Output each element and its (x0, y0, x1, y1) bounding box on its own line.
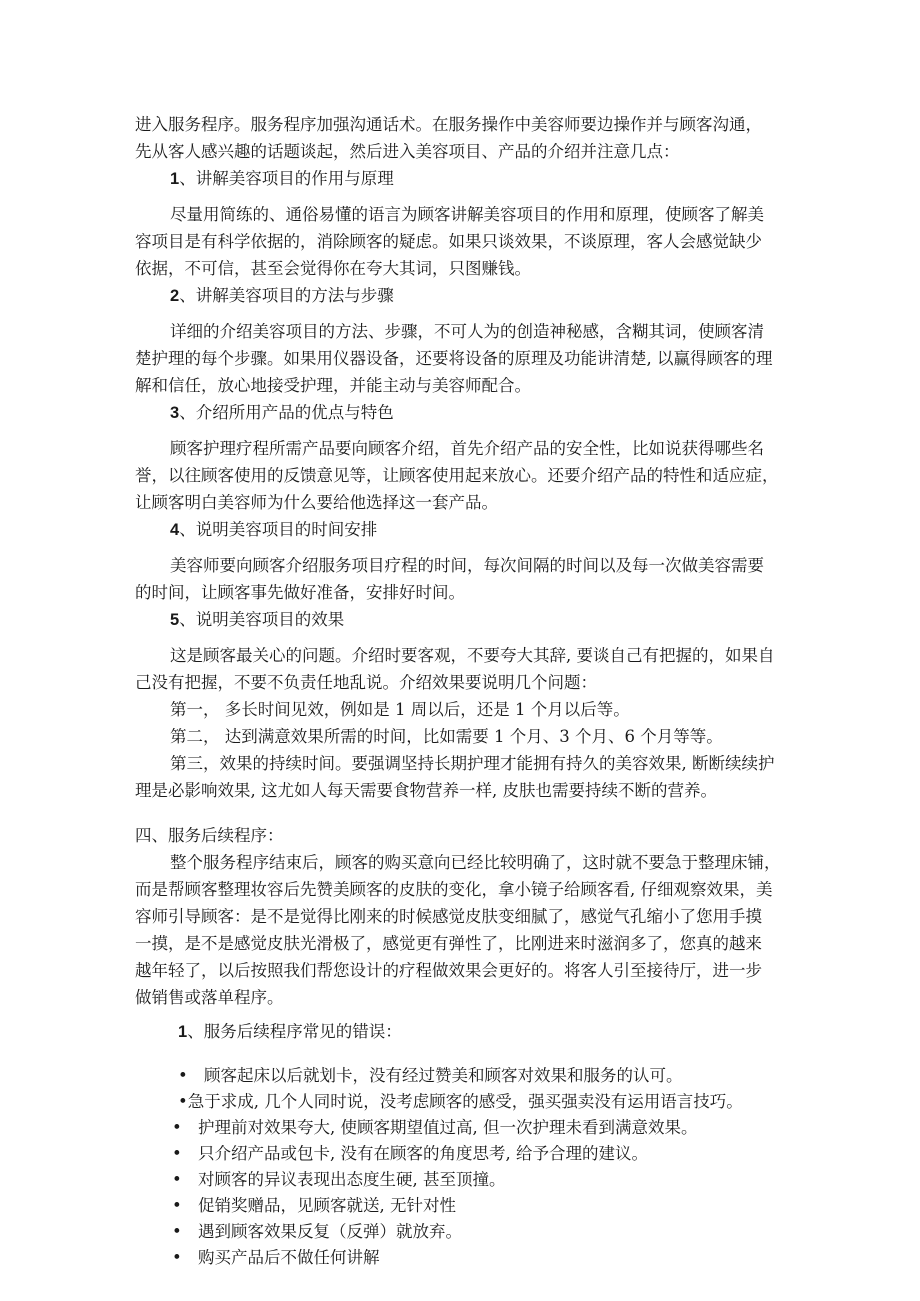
paragraph-line: 顾客护理疗程所需产品要向顾客介绍，首先介绍产品的安全性，比如说获得哪些名 (170, 439, 764, 458)
section-number: 1 (178, 1023, 188, 1041)
list-item-text: 对顾客的异议表现出态度生硬, 甚至顶撞。 (198, 1170, 506, 1189)
paragraph-line: 详细的介绍美容项目的方法、步骤，不可人为的创造神秘感，含糊其词，使顾客清 (170, 322, 764, 341)
part-4-title: 四、服务后续程序： (135, 826, 284, 845)
paragraph-line: 这是顾客最关心的问题。介绍时要客观，不要夸大其辞, 要谈自己有把握的，如果自 (170, 646, 775, 665)
list-item (172, 1117, 697, 1139)
paragraph-line: 理是必影响效果, 这尤如人每天需要食物营养一样, 皮肤也需要持续不断的营养。 (135, 781, 717, 800)
paragraph-line: 整个服务程序结束后，顾客的购买意向已经比较明确了，这时就不要急于整理床铺， (170, 853, 781, 872)
paragraph-line: 解和信任，放心地接受护理，并能主动与美容师配合。 (135, 376, 531, 395)
paragraph-line: 容项目是有科学依据的，消除顾客的疑虑。如果只谈效果，不谈原理，客人会感觉缺少 (135, 232, 762, 251)
list-item-text: 顾客起床以后就划卡，没有经过赞美和顾客对效果和服务的认可。 (204, 1066, 683, 1085)
paragraph-line: 第一， 多长时间见效，例如是 1 周以后，还是 1 个月以后等。 (170, 700, 630, 719)
section-number: 2 (170, 287, 180, 305)
paragraph-line: 容师引导顾客：是不是觉得比刚来的时候感觉皮肤变细腻了，感觉气孔缩小了您用手摸 (135, 907, 762, 926)
bullet-icon: • (172, 1222, 182, 1241)
list-item (172, 1169, 506, 1191)
section-title: 、服务后续程序常见的错误： (187, 1022, 402, 1041)
intro-line-1: 进入服务程序。服务程序加强沟通话术。在服务操作中美容师要边操作并与顾客沟通， (135, 115, 762, 134)
section-title: 、讲解美容项目的作用与原理 (179, 169, 394, 188)
list-item (178, 1065, 683, 1087)
bullet-icon: • (172, 1248, 182, 1267)
list-item-text: 遇到顾客效果反复（反弹）就放弃。 (198, 1222, 462, 1241)
section-title: 、说明美容项目的时间安排 (179, 520, 378, 539)
list-item (172, 1195, 456, 1217)
section-number: 5 (170, 611, 180, 629)
paragraph-line: 第二， 达到满意效果所需的时间，比如需要 1 个月、3 个月、6 个月等等。 (170, 727, 723, 746)
section-3-heading (170, 402, 394, 424)
paragraph-line: 让顾客明白美容师为什么要给他选择这一套产品。 (135, 493, 498, 512)
section-4-heading (170, 519, 377, 541)
section-2-heading (170, 285, 394, 307)
bullet-icon: • (178, 1066, 188, 1085)
list-item-text: 只介绍产品或包卡, 没有在顾客的角度思考, 给予合理的建议。 (198, 1144, 648, 1163)
paragraph-line: 楚护理的每个步骤。如果用仪器设备，还要将设备的原理及功能讲清楚, 以赢得顾客的理 (135, 349, 773, 368)
bullet-icon: • (172, 1144, 182, 1163)
paragraph-line: 尽量用简练的、通俗易懂的语言为顾客讲解美容项目的作用和原理，使顾客了解美 (170, 205, 764, 224)
bullet-icon: • (172, 1118, 182, 1137)
paragraph-line: 依据，不可信，甚至会觉得你在夸大其词，只图赚钱。 (135, 259, 531, 278)
paragraph-line: 的时间，让顾客事先做好准备，安排好时间。 (135, 583, 465, 602)
section-title: 、讲解美容项目的方法与步骤 (179, 286, 394, 305)
section-1-heading (170, 168, 394, 190)
paragraph-line: 誉，以往顾客使用的反馈意见等，让顾客使用起来放心。还要介绍产品的特性和适应症， (135, 466, 779, 485)
bullet-icon: • (178, 1092, 188, 1111)
paragraph-line: 做销售或落单程序。 (135, 988, 284, 1007)
section-number: 1 (170, 170, 180, 188)
list-item-text: 护理前对效果夸大, 使顾客期望值过高, 但一次护理未看到满意效果。 (198, 1118, 698, 1137)
paragraph-line: 一摸，是不是感觉皮肤光滑极了，感觉更有弹性了，比刚进来时滋润多了，您真的越来 (135, 934, 762, 953)
section-title: 、说明美容项目的效果 (179, 610, 345, 629)
bullet-icon: • (172, 1170, 182, 1189)
paragraph-line: 己没有把握，不要不负责任地乱说。介绍效果要说明几个问题： (135, 673, 597, 692)
paragraph-line: 美容师要向顾客介绍服务项目疗程的时间，每次间隔的时间以及每一次做美容需要 (170, 556, 764, 575)
section-title: 、介绍所用产品的优点与特色 (179, 403, 394, 422)
list-item-text: 促销奖赠品，见顾客就送, 无针对性 (198, 1196, 456, 1215)
list-item-text: 急于求成, 几个人同时说，没考虑顾客的感受，强买强卖没有运用语言技巧。 (187, 1092, 743, 1111)
section-number: 4 (170, 521, 180, 539)
paragraph-line: 越年轻了，以后按照我们帮您设计的疗程做效果会更好的。将客人引至接待厅，进一步 (135, 961, 762, 980)
paragraph-line: 第三，效果的持续时间。要强调坚持长期护理才能拥有持久的美容效果, 断断续续护 (170, 754, 775, 773)
paragraph-line: 而是帮顾客整理妆容后先赞美顾客的皮肤的变化，拿小镜子给顾客看, 仔细观察效果，美 (135, 880, 773, 899)
section-5-heading (170, 609, 344, 631)
part-4-subheading (178, 1021, 402, 1043)
list-item (172, 1221, 462, 1243)
bullet-icon: • (172, 1196, 182, 1215)
list-item-text: 购买产品后不做任何讲解 (198, 1248, 380, 1267)
list-item (172, 1143, 648, 1165)
intro-line-2: 先从客人感兴趣的话题谈起，然后进入美容项目、产品的介绍并注意几点： (135, 142, 680, 161)
list-item (178, 1091, 743, 1113)
list-item (172, 1247, 380, 1269)
section-number: 3 (170, 404, 180, 422)
